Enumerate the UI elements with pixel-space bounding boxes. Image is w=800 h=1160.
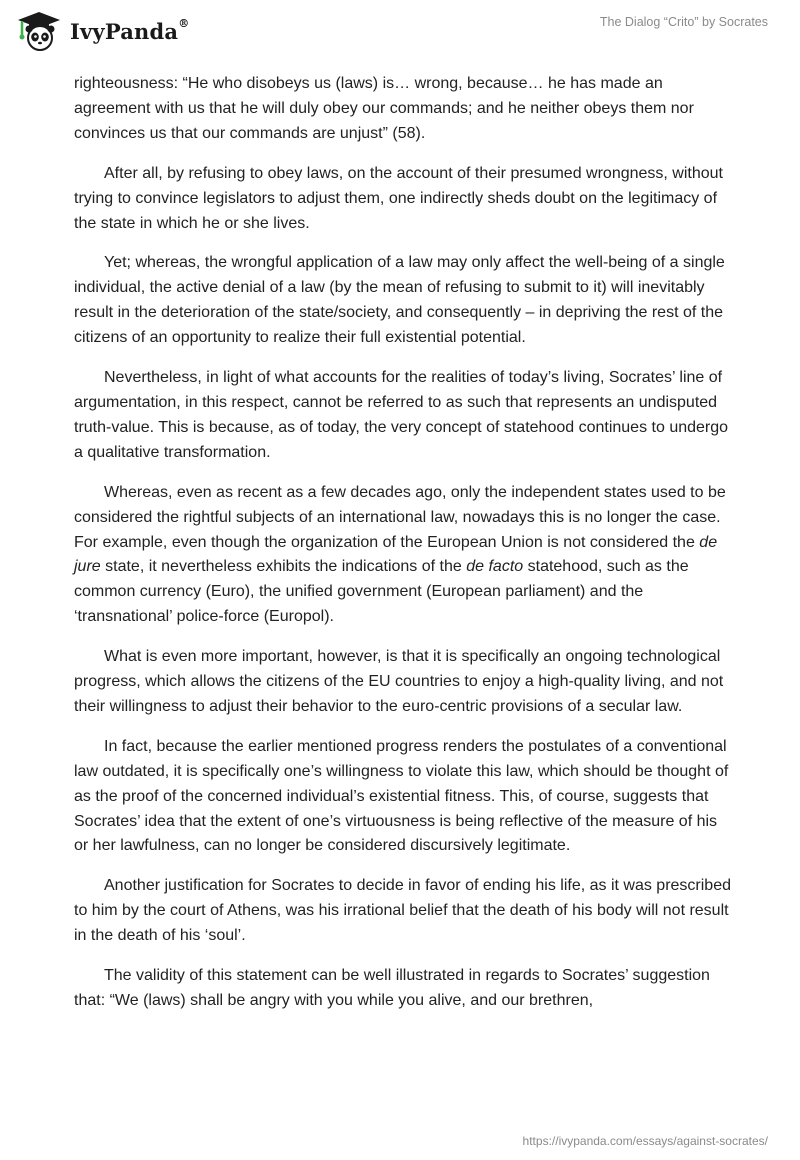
brand-name: IvyPanda® (70, 16, 190, 44)
paragraph-9: The validity of this statement can be well illustrated in regards to Socrates’ suggestion that: “We (laws) shall be angry with you while you alive, and our brethren, (74, 967, 710, 1009)
de-jure-term: de jure (74, 533, 718, 576)
paragraph-5 (74, 481, 734, 630)
paragraph-3: Yet; whereas, the wrongful application of a law may only affect the well-being of a single individual, the active denial of a law (by the mean of refusing to submit to it) will inevitably result in the deterioration of the state/society, and consequently – in depriving the rest of the citizens of an opportunity to realize their full existential potential. (74, 254, 725, 347)
paragraph-5-part-2: state, it nevertheless exhibits the indications of the (100, 558, 467, 576)
de-facto-term: de facto (466, 558, 524, 576)
paragraph-7: In fact, because the earlier mentioned progress renders the postulates of a conventional law outdated, it is specifically one’s willingness to violate this law, which should be thought of as the proof of the concerned individual’s existential fitness. This, of course, suggests that Socrates’ idea that the extent of one’s virtuousness is being reflective of the measure of his or her lawfulness, can no longer be considered discursively legitimate. (74, 737, 729, 855)
paragraph-5-part-1: Whereas, even as recent as a few decades ago, only the independent states used to be considered the rightful subjects of an international law, nowadays this is no longer the case. For example, even though the organization of the European Union is not considered the (74, 483, 726, 551)
registered-mark: ® (178, 16, 190, 30)
document-title: The Dialog “Crito” by Socrates (599, 15, 768, 29)
paragraph-4: Nevertheless, in light of what accounts for the realities of today’s living, Socrates’ line of argumentation, in this respect, cannot be referred to as such that represents an undisputed truth-value. This is because, as of today, the very concept of statehood continues to undergo a qualitative transformation. (74, 369, 729, 461)
paragraph-1: righteousness: “He who disobeys us (laws) is… wrong, because… he has made an agreement with us that he will duly obey our commands; and he neither obeys them nor convinces us that our commands are unjust” (58). (74, 75, 694, 142)
source-url-link[interactable]: https://ivypanda.com/essays/against-socrates/ (522, 1134, 768, 1148)
essay-body (74, 72, 734, 1029)
paragraph-6: What is even more important, however, is that it is specifically an ongoing technological progress, which allows the citizens of the EU countries to enjoy a high-quality living, and not their willingness to adjust their behavior to the euro-centric provisions of a secular law. (74, 648, 724, 715)
panda-graduate-icon (14, 10, 64, 52)
paragraph-2: After all, by refusing to obey laws, on the account of their presumed wrongness, without trying to convince legislators to adjust them, one indirectly sheds doubt on the legitimacy of the state in which he or she lives. (74, 164, 723, 232)
brand-logo[interactable] (14, 10, 189, 52)
paragraph-8: Another justification for Socrates to decide in favor of ending his life, as it was prescribed to him by the court of Athens, was his irrational belief that the death of his body will not result in the death of his ‘soul’. (74, 877, 731, 945)
page-header (0, 0, 800, 70)
paragraph-5-part-3: statehood, such as the common currency (Euro), the unified government (European parliament) and the ‘transnational’ police-force (Europol). (74, 558, 689, 626)
